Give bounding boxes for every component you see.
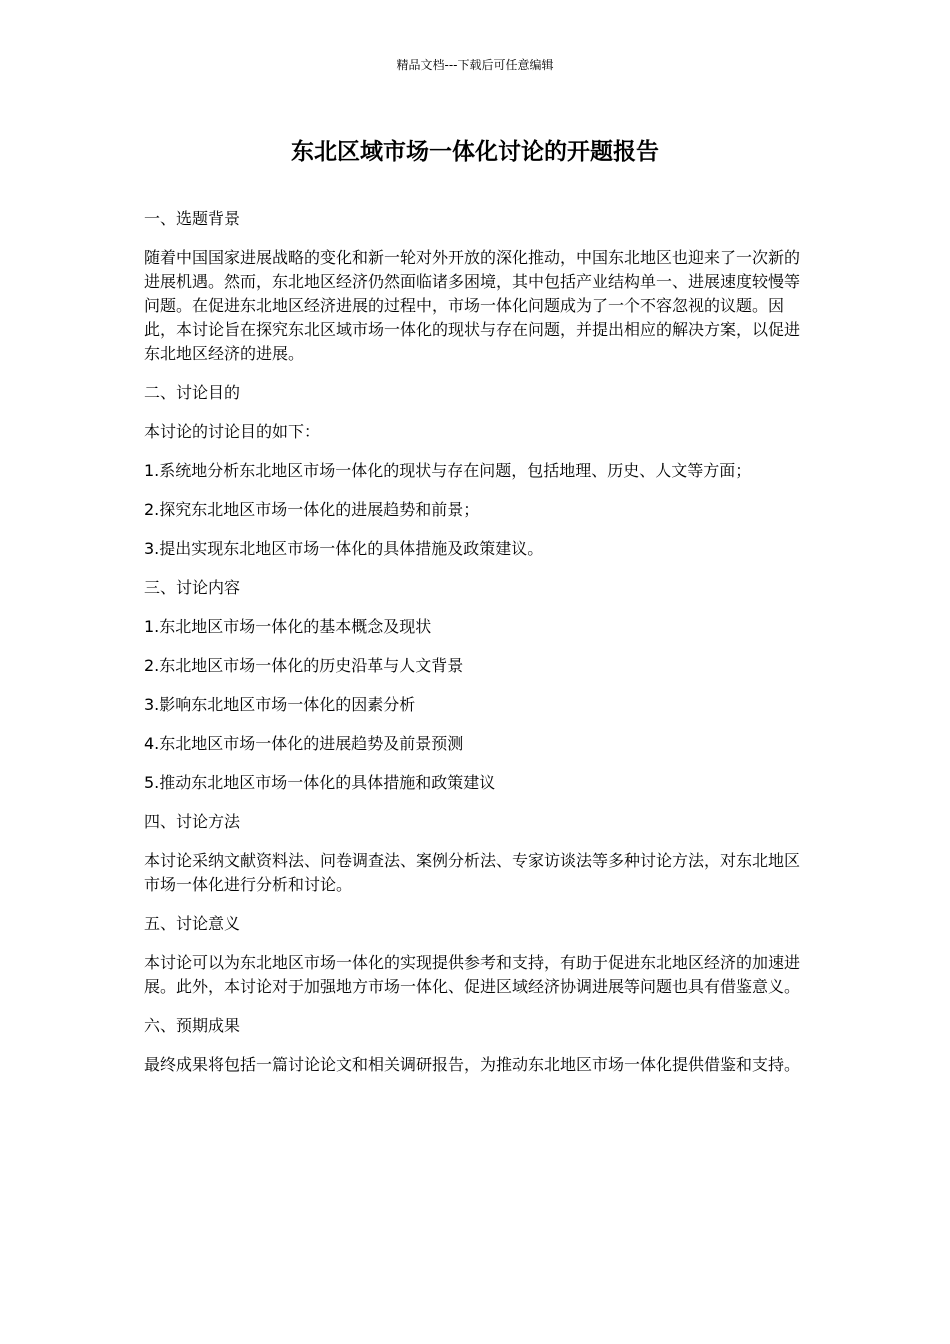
content-item: 2.东北地区市场一体化的历史沿革与人文背景: [144, 656, 464, 675]
header-note: 精品文档---下载后可任意编辑: [396, 58, 554, 72]
purpose-item: 1.系统地分析东北地区市场一体化的现状与存在问题，包括地理、历史、人文等方面；: [144, 461, 752, 480]
section-heading-results: 六、预期成果: [144, 1016, 241, 1035]
results-paragraph: 最终成果将包括一篇讨论论文和相关调研报告，为推动东北地区市场一体化提供借鉴和支持。: [144, 1055, 801, 1074]
content-item: 5.推动东北地区市场一体化的具体措施和政策建议: [144, 773, 496, 792]
purpose-item: 2.探究东北地区市场一体化的进展趋势和前景；: [144, 500, 480, 519]
background-paragraph: 随着中国国家进展战略的变化和新一轮对外开放的深化推动，中国东北地区也迎来了一次新的进展机遇。然而，东北地区经济仍然面临诸多困境，其中包括产业结构单一、进展速度较慢等问题。在促进东北地区经济进展的过程中，市场一体化问题成为了一个不容忽视的议题。因此，本讨论旨在探究东北区域市场一体化的现状与存在问题，并提出相应的解决方案，以促进东北地区经济的进展。: [144, 248, 801, 363]
document-title: 东北区域市场一体化讨论的开题报告: [291, 139, 659, 165]
section-heading-purpose: 二、讨论目的: [144, 383, 241, 402]
purpose-intro: 本讨论的讨论目的如下：: [144, 422, 321, 441]
content-item: 1.东北地区市场一体化的基本概念及现状: [144, 617, 432, 636]
section-heading-content: 三、讨论内容: [144, 578, 241, 597]
content-item: 4.东北地区市场一体化的进展趋势及前景预测: [144, 734, 464, 753]
content-item: 3.影响东北地区市场一体化的因素分析: [144, 695, 416, 714]
section-heading-method: 四、讨论方法: [144, 812, 241, 831]
significance-paragraph: 本讨论可以为东北地区市场一体化的实现提供参考和支持，有助于促进东北地区经济的加速进展。此外，本讨论对于加强地方市场一体化、促进区域经济协调进展等问题也具有借鉴意义。: [144, 953, 801, 996]
section-heading-significance: 五、讨论意义: [144, 914, 241, 933]
purpose-item: 3.提出实现东北地区市场一体化的具体措施及政策建议。: [144, 539, 544, 558]
method-paragraph: 本讨论采纳文献资料法、问卷调查法、案例分析法、专家访谈法等多种讨论方法，对东北地区市场一体化进行分析和讨论。: [144, 851, 801, 894]
document-body: [144, 207, 806, 1092]
section-heading-background: 一、选题背景: [144, 209, 241, 228]
